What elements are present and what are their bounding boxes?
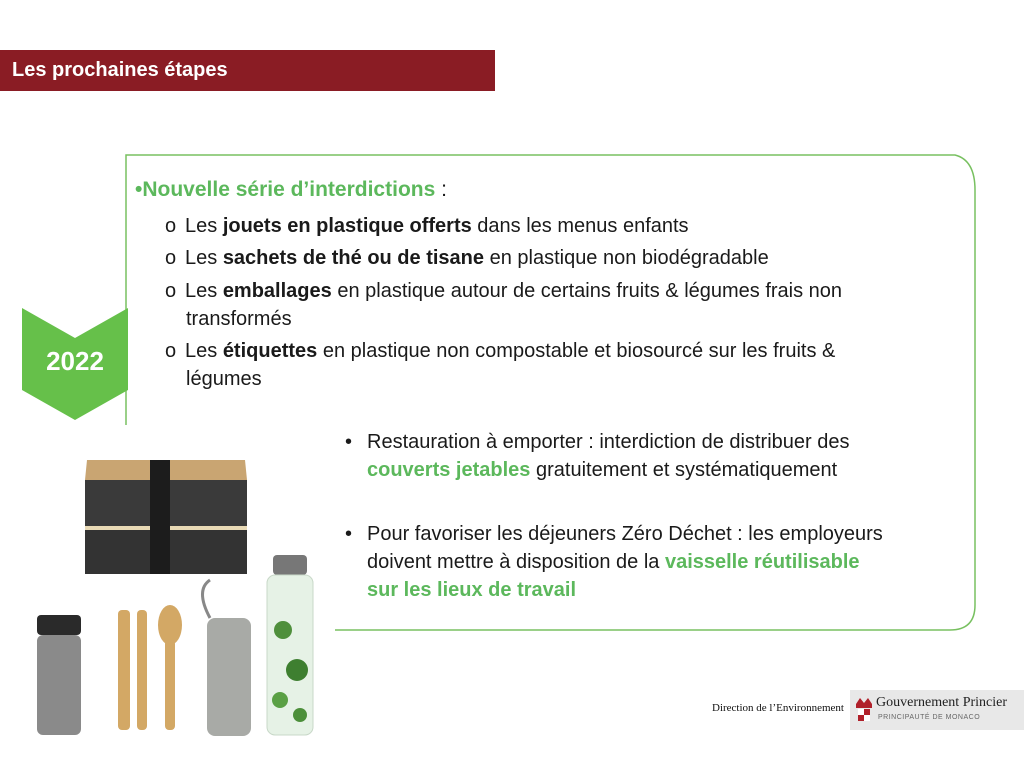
bento-box-icon bbox=[85, 460, 247, 574]
crown-icon bbox=[854, 696, 874, 722]
heading-colon: : bbox=[435, 178, 447, 201]
heading-text: Nouvelle série d’interdictions bbox=[142, 178, 436, 201]
bamboo-cutlery-icon bbox=[118, 605, 182, 730]
list-item: o Les emballages en plastique autour de certains fruits & légumes frais non transformés bbox=[165, 280, 843, 330]
section-heading: •Nouvelle série d’interdictions : bbox=[135, 178, 447, 201]
list-item: o Les étiquettes en plastique non compostable et biosourcé sur les fruits & légumes bbox=[165, 340, 836, 390]
list-item: • Pour favoriser les déjeuners Zéro Déchet : les employeurs doivent mettre à disposition de la vaisselle réutilisable sur les lieux de travail bbox=[345, 523, 883, 601]
logo-subtitle: PRINCIPAUTÉ DE MONACO bbox=[878, 714, 981, 721]
list-item: o Les sachets de thé ou de tisane en plastique non biodégradable bbox=[165, 247, 769, 269]
bottle-sleeve-icon bbox=[203, 580, 252, 736]
list-item: o Les jouets en plastique offerts dans les menus enfants bbox=[165, 215, 689, 237]
reusable-products-image bbox=[25, 440, 325, 740]
department-label: Direction de l’Environnement bbox=[712, 702, 844, 714]
list-item: • Restauration à emporter : interdiction de distribuer des couverts jetables gratuitement et systématiquement bbox=[345, 431, 850, 481]
page-title: Les prochaines étapes bbox=[0, 50, 495, 91]
year-label: 2022 bbox=[46, 346, 104, 376]
logo-name: Gouvernement Princier bbox=[876, 695, 1008, 710]
thermos-icon bbox=[37, 615, 81, 735]
glass-bottle-icon bbox=[267, 555, 313, 735]
